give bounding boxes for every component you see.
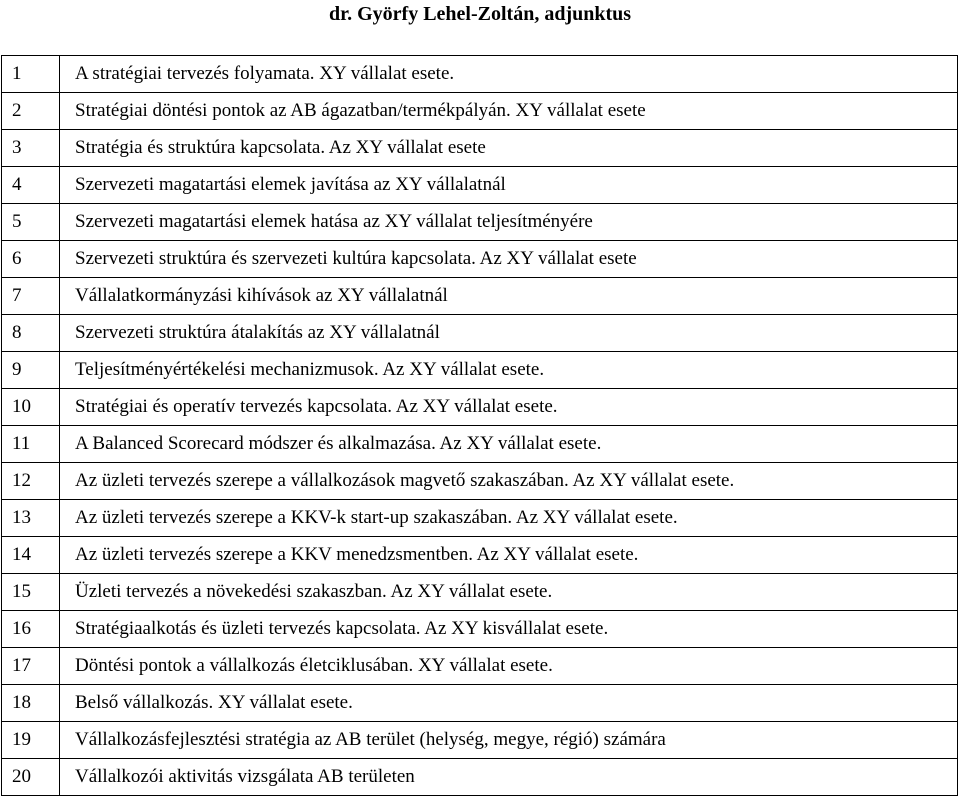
table-row [2, 500, 958, 537]
table-row [2, 352, 958, 389]
table-row [2, 426, 958, 463]
topic-number: 12 [2, 463, 60, 500]
topic-title: Az üzleti tervezés szerepe a KKV-k start-up szakaszában. Az XY vállalat esete. [60, 500, 958, 537]
topic-title: Vállalatkormányzási kihívások az XY vállalatnál [60, 278, 958, 315]
table-row [2, 389, 958, 426]
topic-title: Üzleti tervezés a növekedési szakaszban. Az XY vállalat esete. [60, 574, 958, 611]
topic-title: Stratégiai és operatív tervezés kapcsolata. Az XY vállalat esete. [60, 389, 958, 426]
topic-title: Stratégiai döntési pontok az AB ágazatban/termékpályán. XY vállalat esete [60, 93, 958, 130]
topic-title: A stratégiai tervezés folyamata. XY vállalat esete. [60, 56, 958, 93]
topic-number: 7 [2, 278, 60, 315]
topic-title: Belső vállalkozás. XY vállalat esete. [60, 685, 958, 722]
topic-title: Teljesítményértékelési mechanizmusok. Az XY vállalat esete. [60, 352, 958, 389]
topic-title: Döntési pontok a vállalkozás életciklusában. XY vállalat esete. [60, 648, 958, 685]
table-row [2, 93, 958, 130]
topic-title: Stratégia és struktúra kapcsolata. Az XY vállalat esete [60, 130, 958, 167]
topic-number: 16 [2, 611, 60, 648]
page-title: dr. Györfy Lehel-Zoltán, adjunktus [328, 3, 632, 25]
topics-table-body [2, 56, 958, 796]
topic-title: Vállalkozói aktivitás vizsgálata AB területen [60, 759, 958, 796]
topic-title: Szervezeti struktúra és szervezeti kultúra kapcsolata. Az XY vállalat esete [60, 241, 958, 278]
topic-number: 15 [2, 574, 60, 611]
topic-number: 3 [2, 130, 60, 167]
topic-title: Az üzleti tervezés szerepe a vállalkozások magvető szakaszában. Az XY vállalat esete. [60, 463, 958, 500]
table-row [2, 315, 958, 352]
topic-number: 13 [2, 500, 60, 537]
table-row [2, 241, 958, 278]
table-row [2, 759, 958, 796]
topic-number: 17 [2, 648, 60, 685]
topic-number: 6 [2, 241, 60, 278]
topic-number: 11 [2, 426, 60, 463]
topic-title: A Balanced Scorecard módszer és alkalmazása. Az XY vállalat esete. [60, 426, 958, 463]
topic-number: 8 [2, 315, 60, 352]
table-row [2, 574, 958, 611]
topic-title: Szervezeti struktúra átalakítás az XY vállalatnál [60, 315, 958, 352]
table-row [2, 463, 958, 500]
topic-number: 14 [2, 537, 60, 574]
table-row [2, 611, 958, 648]
table-row [2, 722, 958, 759]
topic-title: Stratégiaalkotás és üzleti tervezés kapcsolata. Az XY kisvállalat esete. [60, 611, 958, 648]
topic-title: Szervezeti magatartási elemek hatása az XY vállalat teljesítményére [60, 204, 958, 241]
table-row [2, 278, 958, 315]
topic-number: 1 [2, 56, 60, 93]
topic-title: Az üzleti tervezés szerepe a KKV menedzsmentben. Az XY vállalat esete. [60, 537, 958, 574]
topic-number: 5 [2, 204, 60, 241]
table-row [2, 648, 958, 685]
table-row [2, 56, 958, 93]
table-row [2, 204, 958, 241]
table-row [2, 685, 958, 722]
topic-title: Szervezeti magatartási elemek javítása az XY vállalatnál [60, 167, 958, 204]
topic-number: 4 [2, 167, 60, 204]
table-row [2, 130, 958, 167]
topic-number: 18 [2, 685, 60, 722]
topic-number: 19 [2, 722, 60, 759]
topic-number: 10 [2, 389, 60, 426]
table-row [2, 537, 958, 574]
topic-number: 2 [2, 93, 60, 130]
topic-number: 9 [2, 352, 60, 389]
topic-number: 20 [2, 759, 60, 796]
table-row [2, 167, 958, 204]
topics-table [1, 55, 958, 796]
topic-title: Vállalkozásfejlesztési stratégia az AB terület (helység, megye, régió) számára [60, 722, 958, 759]
